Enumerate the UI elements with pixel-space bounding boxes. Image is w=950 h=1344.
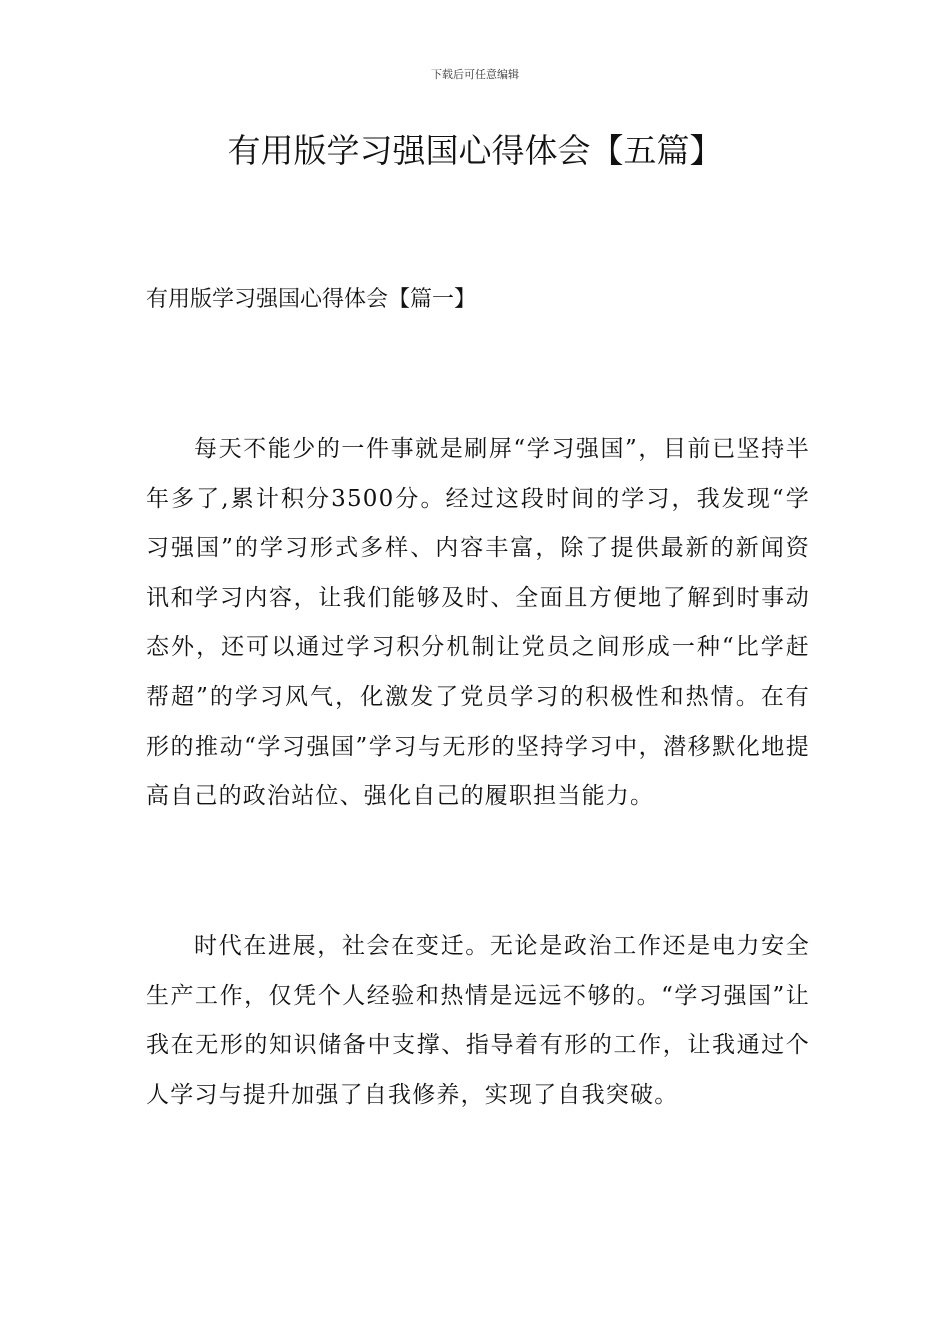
section-heading: 有用版学习强国心得体会【篇一】 xyxy=(146,287,477,312)
paragraph-1: 每天不能少的一件事就是刷屏“学习强国”，目前已坚持半年多了,累计积分3500分。经过这段时间的学习，我发现“学习强国”的学习形式多样、内容丰富，除了提供最新的新闻资讯和学习内容，让我们能够及时、全面且方便地了解到时事动态外，还可以通过学习积分机制让党员之间形成一种“比学赶帮超”的学习风气，化激发了党员学习的积极性和热情。在有形的推动“学习强国”学习与无形的坚持学习中，潜移默化地提高自己的政治站位、强化自己的履职担当能力。 xyxy=(146,436,810,810)
paragraph-2: 时代在进展，社会在变迁。无论是政治工作还是电力安全生产工作，仅凭个人经验和热情是远远不够的。“学习强国”让我在无形的知识储备中支撑、指导着有形的工作，让我通过个人学习与提升加强了自我修养，实现了自我突破。 xyxy=(146,933,810,1108)
header-note: 下载后可任意编辑 xyxy=(431,68,519,81)
document-title: 有用版学习强国心得体会【五篇】 xyxy=(227,131,723,170)
